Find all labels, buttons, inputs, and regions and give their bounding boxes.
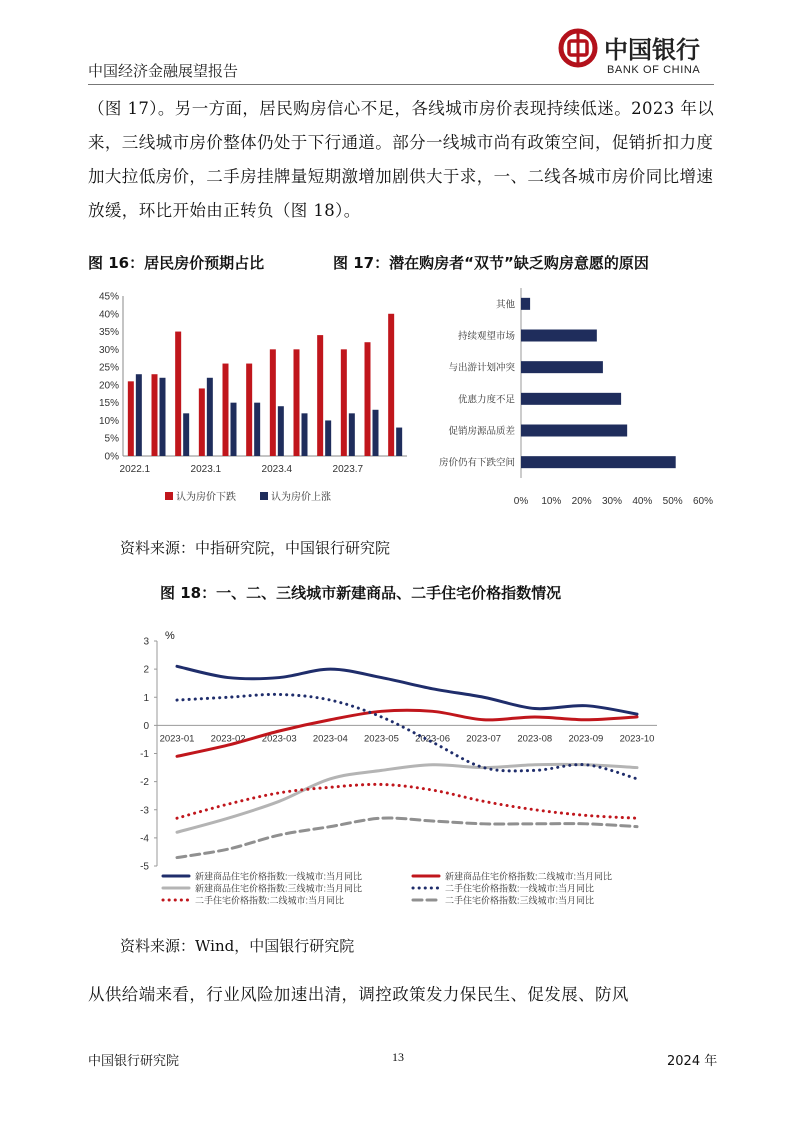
y-tick-label: 3	[143, 636, 149, 648]
y-tick-label: -4	[140, 833, 149, 845]
x-tick-label: 2023-06	[415, 733, 450, 745]
y-tick-label: 40%	[98, 309, 119, 321]
legend-swatch	[165, 492, 173, 500]
legend-swatch	[260, 492, 268, 500]
x-tick-label: 2023.4	[261, 464, 293, 475]
x-tick-label: 2023-04	[312, 733, 348, 745]
y-tick-label: -1	[140, 749, 149, 760]
x-tick-label: 30%	[601, 496, 623, 507]
legend-label: 二手住宅价格指数:三线城市:当月同比	[445, 895, 595, 906]
bar	[160, 378, 166, 456]
x-tick-label: 2023-08	[517, 733, 553, 745]
x-tick-label: 2023-01	[159, 733, 195, 745]
body-paragraph: （图 17）。另一方面，居民购房信心不足，各线城市房价表现持续低迷。2023 年以来，三线城市房价整体仍处于下行通道。部分一线城市尚有政策空间，促销折扣力度加大拉低房价，二手房挂牌量短期激增加剧供大于求，一、二线各城市房价同比增速放缓，环比开始由正转负（图 18）。	[88, 99, 715, 220]
bar	[521, 330, 597, 342]
figure-16-title: 图 16：居民房价预期占比	[88, 254, 265, 272]
footer-year: 2024 年	[667, 1054, 718, 1069]
figure-17-title: 图 17：潜在购房者“双节”缺乏购房意愿的原因	[333, 254, 649, 272]
bar	[302, 413, 308, 456]
legend-label: 认为房价下跌	[176, 492, 236, 503]
logo-chinese-text: 中国银行	[604, 37, 700, 64]
bar	[199, 388, 205, 456]
y-tick-label: 2	[143, 664, 149, 676]
x-tick-label: 2023-09	[568, 733, 604, 745]
y-tick-label: 0	[143, 720, 149, 732]
legend-label: 认为房价上涨	[271, 492, 331, 503]
x-tick-label: 2023-03	[261, 733, 297, 745]
category-label: 其他	[495, 299, 515, 311]
x-tick-label: 40%	[632, 496, 653, 507]
figure-18-line-chart	[135, 625, 675, 915]
y-tick-label: 45%	[98, 291, 119, 303]
bar	[521, 298, 530, 310]
bar	[521, 425, 627, 437]
y-tick-label: 15%	[98, 398, 119, 410]
bar	[521, 456, 676, 468]
y-tick-label: 5%	[104, 433, 119, 445]
logo-english-text: BANK OF CHINA	[607, 64, 701, 76]
y-tick-label: 30%	[98, 344, 119, 356]
bar	[175, 332, 181, 456]
y-tick-label: 10%	[98, 415, 119, 427]
bar	[325, 420, 331, 456]
bar	[317, 335, 323, 456]
bar	[136, 374, 142, 456]
bar	[152, 374, 158, 456]
category-label: 房价仍有下跌空间	[438, 457, 515, 469]
x-tick-label: 2023-05	[364, 733, 399, 745]
x-tick-label: 50%	[662, 496, 683, 507]
category-label: 与出游计划冲突	[448, 362, 515, 374]
source-note: 资料来源：中指研究院，中国银行研究院	[120, 539, 391, 557]
x-tick-label: 2023.7	[332, 464, 364, 475]
x-tick-label: 20%	[571, 496, 592, 507]
legend-label: 二手住宅价格指数:一线城市:当月同比	[445, 883, 595, 894]
series-line	[177, 666, 637, 714]
y-tick-label: 20%	[98, 380, 119, 392]
bar	[373, 410, 379, 456]
bar	[207, 378, 213, 456]
series-line	[177, 764, 637, 832]
legend-label: 新建商品住宅价格指数:三线城市:当月同比	[195, 883, 363, 894]
bar	[294, 349, 300, 456]
bar	[341, 349, 347, 456]
bar	[231, 403, 237, 456]
y-tick-label: -3	[140, 805, 149, 817]
y-tick-label: 0%	[104, 451, 119, 463]
x-tick-label: 2023.1	[190, 464, 222, 475]
y-tick-label: 1	[143, 692, 149, 704]
header-divider	[88, 84, 714, 85]
legend-label: 二手住宅价格指数:二线城市:当月同比	[195, 895, 345, 906]
page-number: 13	[392, 1050, 404, 1064]
y-tick-label: -2	[140, 777, 149, 789]
bar	[521, 361, 603, 373]
x-tick-label: 60%	[692, 496, 714, 507]
bar	[388, 314, 394, 456]
figure-17-bar-chart	[415, 284, 715, 514]
report-title: 中国经济金融展望报告	[88, 62, 239, 80]
bar	[223, 364, 229, 456]
y-tick-label: -5	[140, 861, 149, 873]
bar	[278, 406, 284, 456]
source-note: 资料来源：Wind，中国银行研究院	[120, 937, 355, 955]
bar	[246, 364, 252, 456]
figure-18-title: 图 18：一、二、三线城市新建商品、二手住宅价格指数情况	[160, 584, 562, 602]
bar	[365, 342, 371, 456]
series-line	[177, 818, 637, 858]
figure-16-bar-chart	[85, 284, 415, 514]
body-paragraph: 从供给端来看，行业风险加速出清，调控政策发力保民生、促发展、防风	[88, 985, 629, 1004]
x-tick-label: 0%	[513, 496, 529, 507]
legend-label: 新建商品住宅价格指数:一线城市:当月同比	[195, 871, 363, 882]
category-label: 促销房源品质差	[448, 426, 515, 437]
x-tick-label: 10%	[541, 496, 562, 507]
bar	[396, 428, 402, 456]
category-label: 持续观望市场	[457, 331, 515, 342]
x-tick-label: 2023-02	[210, 733, 246, 745]
x-tick-label: 2023-07	[466, 733, 502, 745]
bar	[521, 393, 621, 405]
legend-label: 新建商品住宅价格指数:二线城市:当月同比	[445, 871, 613, 882]
bar	[270, 349, 276, 456]
y-tick-label: 35%	[98, 327, 119, 339]
y-tick-label: 25%	[98, 362, 119, 374]
x-tick-label: 2023-10	[619, 733, 655, 745]
footer-org: 中国银行研究院	[88, 1054, 180, 1069]
bar	[183, 413, 189, 456]
bar	[128, 381, 134, 456]
bar	[349, 413, 355, 456]
bar	[254, 403, 260, 456]
category-label: 优惠力度不足	[457, 394, 515, 406]
x-tick-label: 2022.1	[119, 464, 151, 475]
unit-label: %	[165, 630, 175, 642]
